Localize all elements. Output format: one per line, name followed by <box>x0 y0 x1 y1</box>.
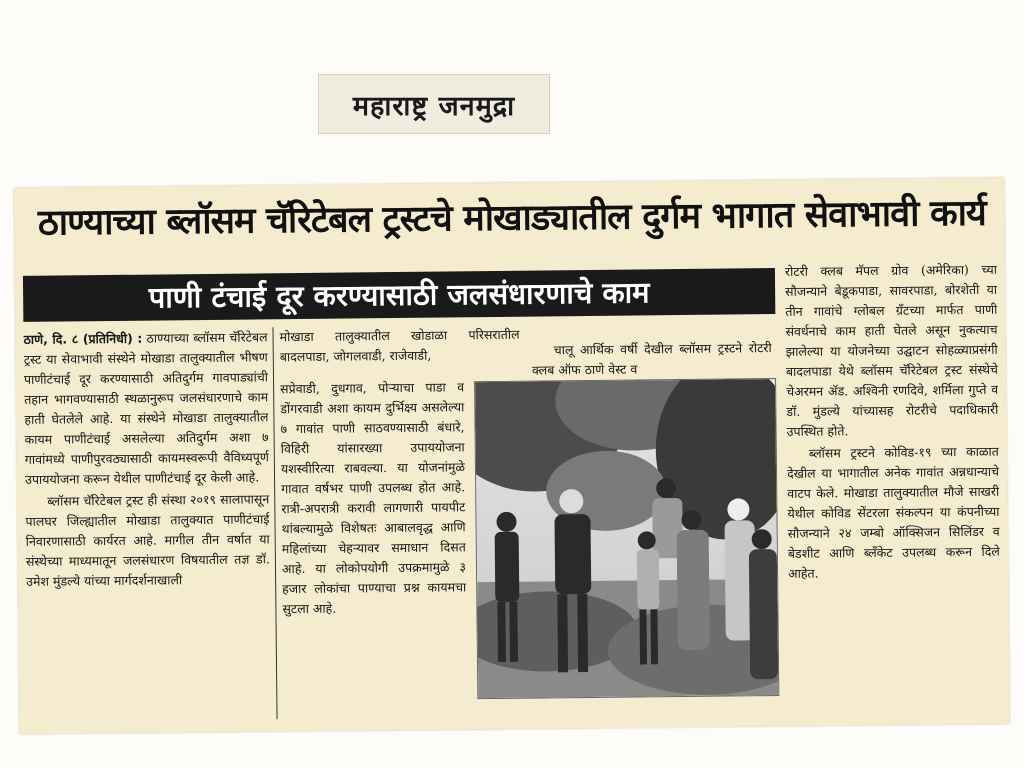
news-clipping <box>14 178 1010 734</box>
column-4 <box>785 260 1002 714</box>
column-1-paragraph-1: ठाणे, दि. ८ (प्रतिनिधी) : ठाण्याच्या ब्लॉसम चॅरिटेबल ट्रस्ट या सेवाभावी संस्थेने मोखाडा तालुक्यातील भीषण पाणीटंचाई दूर करण्यासाठी अतिदुर्गम गावपाड्यांची तहान भागवण्यासाठी स्थळानुरूप जलसंधारणाचे काम हाती घेतलेले आहे. या संस्थेने मोखाडा तालुक्यातील कायम पाणीटंचाई असलेल्या अतिदुर्गम अशा ७ गावांमध्ये पाणीपुरवठ्यासाठी कायमस्वरूपी वैविध्यपूर्ण उपाययोजना करून येथील पाणीटंचाई दूर केली आहे. <box>23 329 269 487</box>
column-2-top <box>279 325 519 368</box>
column-divider <box>272 327 277 719</box>
article-photo <box>474 378 779 699</box>
column-1 <box>23 327 271 722</box>
column-1-paragraph-2: ब्लॉसम चॅरिटेबल ट्रस्ट ही संस्था २०१९ सालापासून पालघर जिल्ह्यातील मोखाडा तालुक्यात पाणीटंचाई निवारणासाठी कार्यरत आहे. मागील तीन वर्षात या संस्थेच्या माध्यमातून जलसंधारण विषयातील तज्ञ डॉ. उमेश मुंडल्ये यांच्या मार्गदर्शनाखाली <box>25 491 270 589</box>
article-headline: ठाण्याच्या ब्लॉसम चॅरिटेबल ट्रस्टचे मोखाड्यातील दुर्गम भागात सेवाभावी कार्य <box>37 192 987 244</box>
column-4-paragraph-1: रोटरी क्लब मॅपल ग्रोव (अमेरिका) च्या सौजन्याने बेडूकपाडा, सावरपाडा, बोरशेती या तीन गावांचे ग्लोबल ग्रँटच्या मार्फत पाणी संवर्धनाचे काम हाती घेतले असून नुकत्याच झालेल्या या योजनेच्या उद्घाटन सोहळ्याप्रसंगी बादलपाडा येथे ब्लॉसम चॅरिटेबल ट्रस्ट संस्थेचे चेअरमन ॲड. अश्विनी रणदिवे, शर्मिला गुप्ते व डॉ. मुंडल्ये यांच्यासह रोटरीचे पदाधिकारी उपस्थित होते. <box>784 261 999 439</box>
column-3-top-text: चालू आर्थिक वर्षी देखील ब्लॉसम ट्रस्टने रोटरी क्लब ऑफ ठाणे वेस्ट व <box>531 340 772 378</box>
newspaper-masthead <box>318 74 550 134</box>
column-4-paragraph-2: ब्लॉसम ट्रस्टने कोविड-१९ च्या काळात देखील या भागातील अनेक गावांत अन्नधान्याचे वाटप केले. मोखाडा तालुक्यातील मौजे साखरी येथील कोविड सेंटरला संकल्पन या कंपनीच्या सौजन्याने २४ जम्बो ऑक्सिजन सिलिंडर व बेडशीट आणि ब्लॅंकेट उपलब्ध करून दिले आहेत. <box>786 443 1000 581</box>
column-2-body <box>280 377 468 719</box>
dateline: ठाणे, दि. ८ (प्रतिनिधी) : <box>23 330 143 347</box>
article-subheadline: पाणी टंचाई दूर करण्यासाठी जलसंधारणाचे काम <box>23 268 775 322</box>
column-2-top-text: मोखाडा तालुक्यातील खोडाळा परिसरातील बादलपाडा, जोगलवाडी, राजेवाडी, <box>279 326 520 365</box>
masthead-title: महाराष्ट्र जनमुद्रा <box>352 90 516 122</box>
photo-field-visit-image <box>475 379 778 698</box>
column-3-top <box>532 338 772 381</box>
column-2-body-text: सप्रेवाडी, दुधगाव, पोऱ्याचा पाडा व डोंगरवाडी अशा कायम दुर्भिक्ष्य असलेल्या ७ गावांत पाणी साठवण्यासाठी बंधारे, विहिरी यांसारख्या उपाययोजना यशस्वीरित्या राबवल्या. या योजनांमुळे गावात वर्षभर पाणी उपलब्ध होत आहे. रात्री-अपरात्री करावी लागणारी पायपीट थांबल्यामुळे विशेषतः आबालवृद्ध आणि महिलांच्या चेहऱ्यावर समाधान दिसत आहे. या लोकोपयोगी उपक्रमामुळे ३ हजार लोकांचा पाण्याचा प्रश्न कायमचा सुटला आहे. <box>280 379 467 617</box>
